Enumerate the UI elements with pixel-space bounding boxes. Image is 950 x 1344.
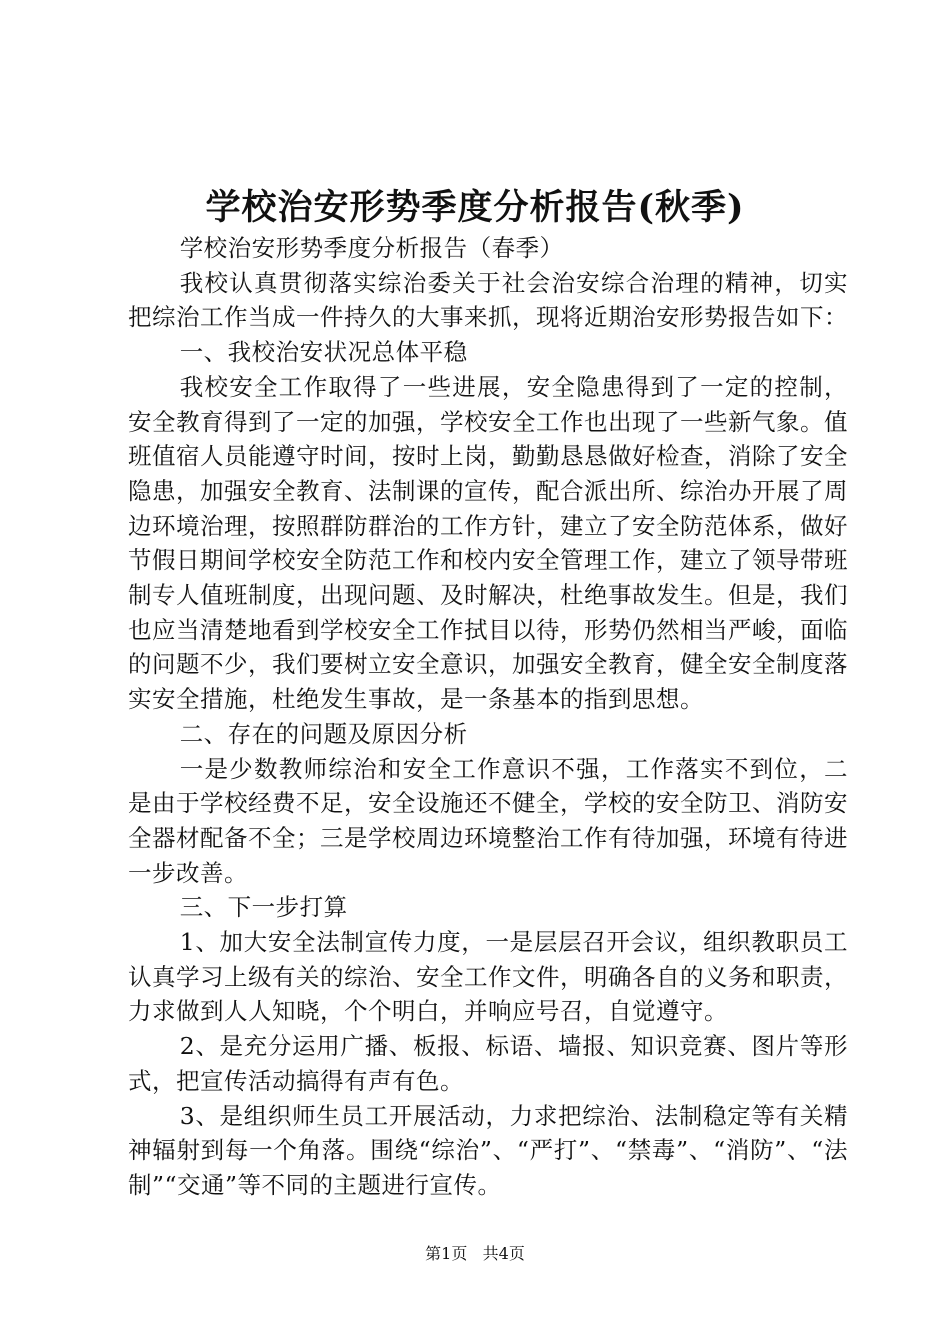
page-footer — [0, 1242, 950, 1266]
section-heading-2: 二、存在的问题及原因分析 — [179, 719, 468, 748]
intro-paragraph: 我校认真贯彻落实综治委关于社会治安综合治理的精神，切实把综治工作当成一件持久的大事来抓，现将近期治安形势报告如下： — [128, 268, 848, 332]
plan-item-3: 3、是组织师生员工开展活动，力求把综治、法制稳定等有关精神辐射到每一个角落。围绕“综治”、“严打”、“禁毒”、“消防”、“法制”“交通”等不同的主题进行宣传。 — [128, 1101, 848, 1199]
section-2-paragraph: 一是少数教师综治和安全工作意识不强，工作落实不到位，二是由于学校经费不足，安全设施还不健全，学校的安全防卫、消防安全器材配备不全；三是学校周边环境整治工作有待加强，环境有待进一步改善。 — [128, 754, 848, 887]
document-title: 学校治安形势季度分析报告(秋季) — [205, 187, 745, 228]
subtitle-paragraph: 学校治安形势季度分析报告（春季） — [179, 234, 564, 262]
plan-item-2: 2、是充分运用广播、板报、标语、墙报、知识竞赛、图片等形式，把宣传活动搞得有声有色。 — [128, 1032, 848, 1095]
section-1-paragraph: 我校安全工作取得了一些进展，安全隐患得到了一定的控制，安全教育得到了一定的加强，学校安全工作也出现了一些新气象。值班值宿人员能遵守时间，按时上岗，勤勤恳恳做好检查，消除了安全隐患，加强安全教育、法制课的宣传，配合派出所、综治办开展了周边环境治理，按照群防群治的工作方针，建立了安全防范体系，做好节假日期间学校安全防范工作和校内安全管理工作，建立了领导带班制专人值班制度，出现问题、及时解决，杜绝事故发生。但是，我们也应当清楚地看到学校安全工作拭目以待，形势仍然相当严峻，面临的问题不少，我们要树立安全意识，加强安全教育，健全安全制度落实安全措施，杜绝发生事故，是一条基本的指到思想。 — [128, 372, 848, 714]
plan-item-1: 1、加大安全法制宣传力度，一是层层召开会议，组织教职员工认真学习上级有关的综治、安全工作文件，明确各自的义务和职责，力求做到人人知晓，个个明白，并响应号召，自觉遵守。 — [128, 928, 848, 1026]
page-number: 第1页 — [425, 1244, 468, 1263]
section-heading-3: 三、下一步打算 — [179, 893, 348, 922]
page-total: 共4页 — [482, 1244, 525, 1263]
section-heading-1: 一、我校治安状况总体平稳 — [179, 338, 468, 367]
document-body — [128, 231, 848, 1203]
